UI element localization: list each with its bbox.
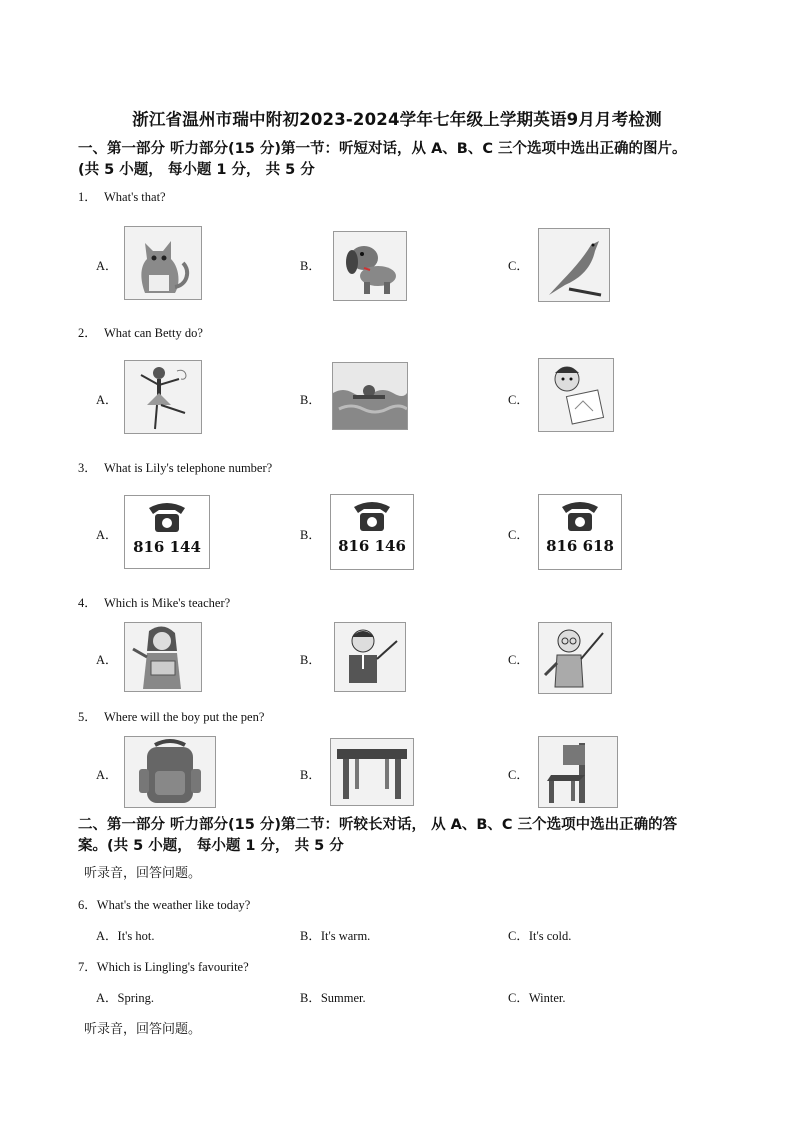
question-6 [78,895,250,913]
option-a-label[interactable]: A． [96,259,118,273]
backpack-image[interactable] [124,736,216,808]
section2-heading [78,815,738,857]
option-b[interactable]: B．It's warm. [300,929,371,943]
listening-instruction: 听录音，回答问题。 [84,866,202,881]
question-number: 7． [78,960,97,974]
option-c-label[interactable]: C． [508,393,529,407]
question-2 [78,323,203,341]
question-number: 2． [78,326,97,340]
phone-number-text: 816 618 [546,537,614,555]
chair-image[interactable] [538,736,618,808]
question-4 [78,593,230,611]
option-b-label[interactable]: B． [300,768,321,782]
option-c-label[interactable]: C． [508,653,529,667]
question-text: What's that? [104,190,166,204]
section1-line2: (共 5 小题， 每小题 1 分， 共 5 分 [78,162,315,178]
question-number: 6． [78,898,97,912]
question-text: Which is Lingling's favourite? [96,960,249,974]
drawing-girl-image[interactable] [538,358,614,432]
option-a-label[interactable]: A． [96,653,118,667]
option-b-label[interactable]: B． [300,259,321,273]
young-man-teacher-image[interactable] [334,622,406,692]
question-1 [78,187,166,205]
swimming-image[interactable] [332,362,408,430]
section2-line2: 案。(共 5 小题， 每小题 1 分， 共 5 分 [78,838,344,854]
question-text: Where will the boy put the pen? [104,710,265,724]
option-a-label[interactable]: A． [96,528,118,542]
option-c-label[interactable]: C． [508,768,529,782]
option-c-label[interactable]: C． [508,259,529,273]
dog-image[interactable] [333,231,407,301]
telephone-icon [149,503,185,532]
option-a-label[interactable]: A． [96,393,118,407]
old-man-teacher-image[interactable] [538,622,612,694]
question-number: 5． [78,710,97,724]
question-number: 4． [78,596,97,610]
option-a-label[interactable]: A． [96,768,118,782]
question-text: What is Lily's telephone number? [104,461,273,475]
telephone-icon [562,502,598,531]
dancer-image[interactable] [124,360,202,434]
option-b-label[interactable]: B． [300,528,321,542]
listening-instruction: 听录音，回答问题。 [84,1022,202,1037]
phone-number-text: 816 144 [133,538,201,556]
section1-heading [78,139,738,181]
question-number: 1． [78,190,97,204]
woman-teacher-image[interactable] [124,622,202,692]
section2-line1: 二、第一部分 听力部分(15 分)第二节：听较长对话， 从 A、B、C 三个选项中选出正确的答 [78,817,678,833]
option-b[interactable]: B．Summer. [300,991,366,1005]
phone-card-c[interactable] [538,494,622,570]
cat-image[interactable] [124,226,202,300]
question-3 [78,458,272,476]
option-c[interactable]: C．Winter. [508,991,566,1005]
option-c[interactable]: C．It's cold. [508,929,572,943]
telephone-icon [354,502,390,531]
option-c-label[interactable]: C． [508,528,529,542]
section1-line1: 一、第一部分 听力部分(15 分)第一节：听短对话，从 A、B、C 三个选项中选出正确的图片。 [78,141,687,157]
question-7 [78,957,249,975]
phone-card-b[interactable] [330,494,414,570]
question-text: What can Betty do? [104,326,203,340]
option-a[interactable]: A．Spring. [96,991,154,1005]
option-a[interactable]: A．It's hot. [96,929,155,943]
phone-card-a[interactable] [124,495,210,569]
question-5 [78,707,264,725]
table-image[interactable] [330,738,414,806]
option-b-label[interactable]: B． [300,393,321,407]
question-text: Which is Mike's teacher? [104,596,231,610]
phone-number-text: 816 146 [338,537,406,555]
bird-image[interactable] [538,228,610,302]
question-number: 3． [78,461,97,475]
option-b-label[interactable]: B． [300,653,321,667]
question-text: What's the weather like today? [96,898,251,912]
page-title: 浙江省温州市瑞中附初2023-2024学年七年级上学期英语9月月考检测 [132,110,662,129]
